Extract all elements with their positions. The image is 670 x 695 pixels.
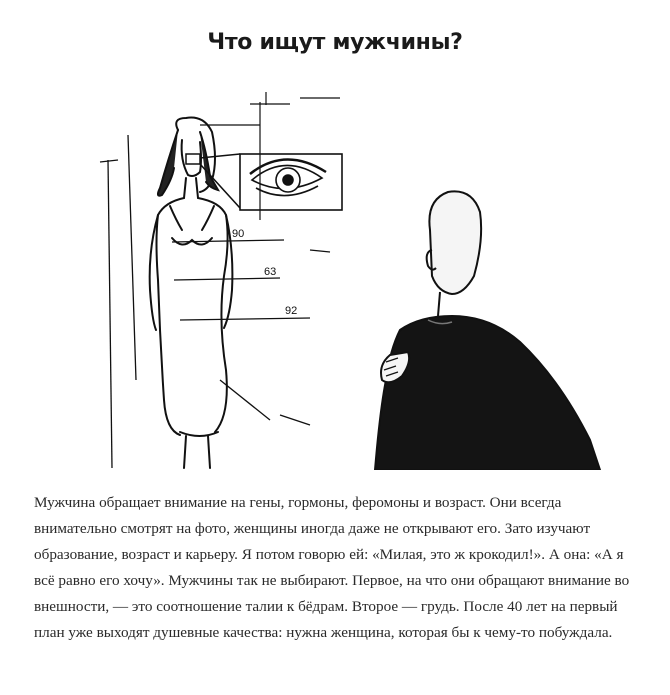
measurement-hips: 92 — [285, 305, 298, 317]
comic-illustration — [60, 80, 620, 470]
height-measure-line — [100, 135, 136, 468]
article-body — [34, 490, 644, 646]
article-paragraph: Мужчина обращает внимание на гены, гормоны, феромоны и возраст. Они всегда внимательно смотрят на фото, женщины иногда даже не открывают его. Зато изучают образование, возраст и карьеру. Я потом говорю ей: «Милая, это ж крокодил!». А она: «А я всё равно его хочу». Мужчины так не выбирают. Первое, на что они обращают внимание во внешности, — это соотношение талии к бёдрам. Второе — грудь. После 40 лет на первый план уже выходят душевные качества: нужна женщина, которая бы к чему-то побуждала. — [34, 494, 630, 641]
eye-closeup — [200, 154, 342, 210]
article-title: Что ищут мужчины? — [207, 30, 463, 55]
measurement-bust: 90 — [232, 228, 245, 240]
woman-figure — [150, 118, 233, 468]
measurement-waist: 63 — [264, 266, 277, 278]
man-figure — [375, 191, 600, 470]
